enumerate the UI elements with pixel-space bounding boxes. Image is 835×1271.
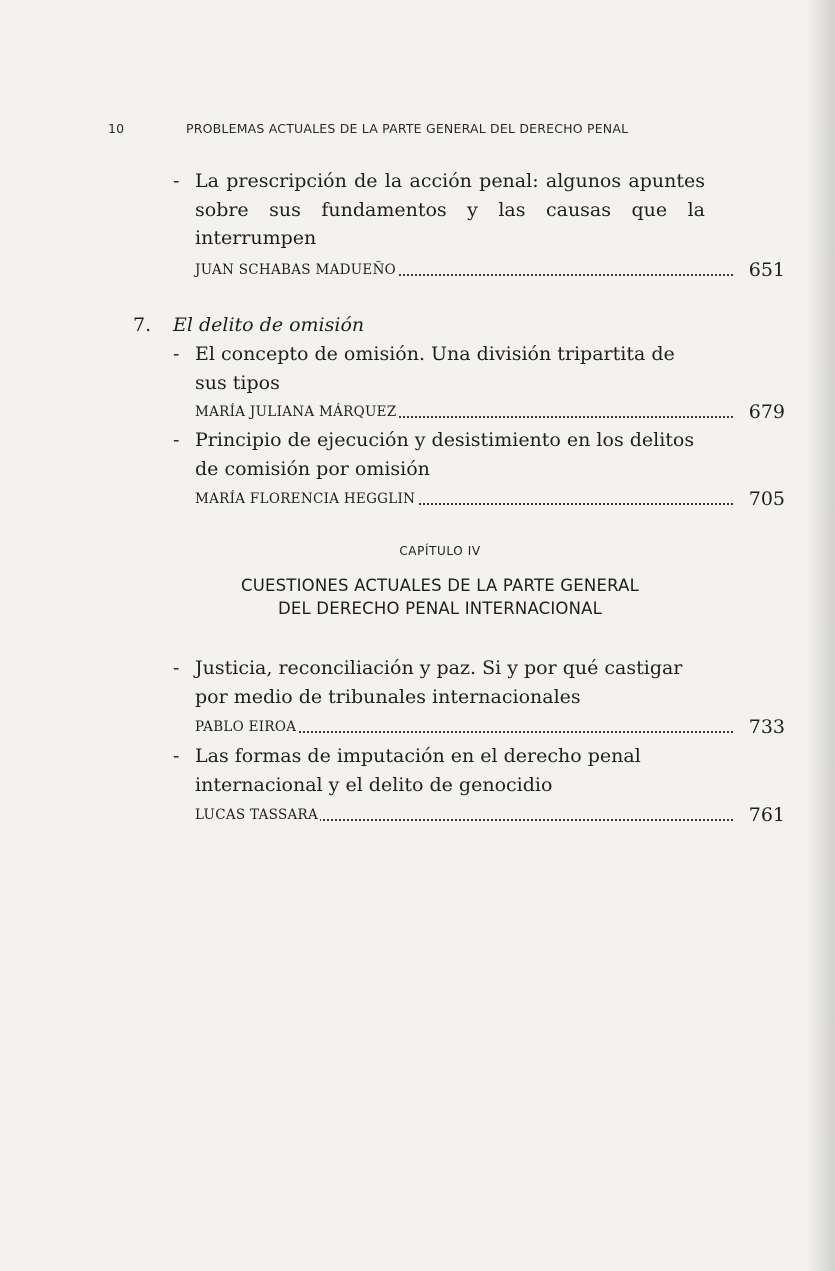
entry-title: La prescripción de la acción penal: algunos apuntes sobre sus fundamentos y las causas que la interrumpen [195, 170, 705, 249]
entry-author: MARÍA FLORENCIA HEGGLIN [195, 491, 416, 507]
entry-dash: - [173, 657, 180, 679]
entry-dash: - [173, 170, 180, 192]
chapter-title-line: DEL DERECHO PENAL INTERNACIONAL [277, 599, 603, 618]
bleed-through-text [640, 1120, 800, 1180]
page-edge-shadow [807, 0, 835, 1271]
toc-entry[interactable] [173, 426, 785, 483]
header-page-number: 10 [108, 121, 125, 136]
toc-author-line[interactable] [195, 801, 785, 827]
entry-page-number: 679 [748, 401, 785, 423]
chapter-label: CAPÍTULO IV [399, 544, 481, 558]
toc-author-line[interactable] [195, 256, 785, 282]
entry-author: PABLO EIROA [195, 719, 297, 735]
entry-dash: - [173, 343, 180, 365]
entry-page-number: 651 [748, 259, 785, 281]
entry-author [195, 262, 398, 278]
toc-entry[interactable] [173, 742, 785, 799]
entry-author: MARÍA JULIANA MÁRQUEZ [195, 404, 397, 420]
author-last-name: SCHABAS MADUEÑO [238, 262, 397, 278]
header-running-title: PROBLEMAS ACTUALES DE LA PARTE GENERAL DEL DERECHO PENAL [186, 121, 629, 136]
entry-title: Las formas de imputación en el derecho penal internacional y el delito de genocidio [195, 745, 641, 796]
entry-title: Justicia, reconciliación y paz. Si y por qué castigar por medio de tribunales internacionales [195, 657, 683, 708]
toc-entry[interactable] [173, 167, 785, 253]
toc-entry[interactable] [173, 654, 785, 711]
entry-page-number: 733 [748, 716, 785, 738]
entry-author: LUCAS TASSARA [195, 807, 319, 823]
entry-dash: - [173, 429, 180, 451]
entry-page-number: 705 [748, 488, 785, 510]
author-first-name: JUAN [195, 262, 235, 278]
toc-author-line[interactable] [195, 485, 785, 511]
entry-title: Principio de ejecución y desistimiento en los delitos de comisión por omisión [195, 429, 695, 480]
entry-page-number: 761 [748, 804, 785, 826]
section-number: 7. [133, 314, 152, 336]
chapter-title [190, 574, 690, 620]
toc-author-line[interactable] [195, 713, 785, 739]
chapter-title-line: CUESTIONES ACTUALES DE LA PARTE GENERAL [241, 576, 639, 595]
toc-author-line[interactable] [195, 398, 785, 424]
section-heading [133, 314, 364, 336]
entry-title: El concepto de omisión. Una división tripartita de sus tipos [195, 343, 675, 394]
entry-dash: - [173, 745, 180, 767]
toc-entry[interactable] [173, 340, 785, 397]
section-title: El delito de omisión [173, 314, 365, 336]
